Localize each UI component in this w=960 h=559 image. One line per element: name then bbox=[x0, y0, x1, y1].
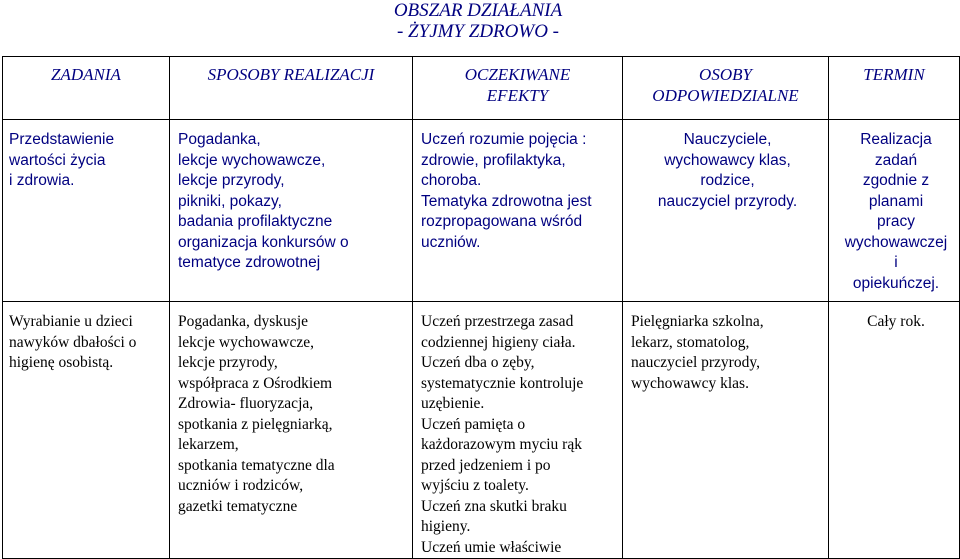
cell-text-line: Realizacja bbox=[860, 131, 932, 148]
cell-text-line: Pogadanka, bbox=[178, 131, 261, 148]
cell-text-line: Uczeń dba o zęby, bbox=[421, 354, 535, 371]
cell-text-line: uzębienie. bbox=[421, 395, 485, 412]
cell-text-line: rodzice, bbox=[700, 172, 755, 189]
cell-sposoby bbox=[170, 302, 413, 559]
cell-text-line: pikniki, pokazy, bbox=[178, 192, 282, 210]
cell-text-line: każdorazowym myciu rąk bbox=[421, 436, 582, 453]
cell-text-line: zgodnie z bbox=[862, 172, 930, 189]
cell-zadania bbox=[3, 302, 170, 559]
cell-text-line: gazetki tematyczne bbox=[178, 497, 298, 515]
cell-text-line: zadań bbox=[874, 151, 918, 169]
cell-osoby bbox=[623, 120, 829, 302]
cell-text-line: i zdrowia. bbox=[9, 172, 75, 189]
cell-text-line: spotkania tematyczne dla bbox=[178, 456, 335, 474]
cell-text-line: organizacja konkursów o bbox=[178, 233, 349, 251]
cell-text-line: systematycznie kontroluje bbox=[421, 374, 584, 392]
cell-text-line: Wyrabianie u dzieci bbox=[9, 313, 133, 330]
cell-efekty bbox=[413, 120, 623, 302]
cell-text-line: lekarzem, bbox=[178, 436, 239, 453]
cell-text-line: badania profilaktyczne bbox=[178, 213, 333, 230]
table-row bbox=[3, 120, 960, 302]
cell-sposoby bbox=[170, 120, 413, 302]
cell-text-line: wartości życia bbox=[9, 151, 106, 169]
cell-text-line: Uczeń rozumie pojęcia : bbox=[421, 131, 587, 148]
cell-text-line: zdrowie, profilaktyka, bbox=[421, 151, 566, 169]
page-title: OBSZAR DZIAŁANIA bbox=[393, 0, 563, 21]
cell-text-line: codziennej higieny ciała. bbox=[421, 333, 576, 351]
cell-text-line: Uczeń pamięta o bbox=[421, 415, 526, 433]
cell-text-line: Zdrowia- fluoryzacja, bbox=[178, 395, 314, 412]
cell-text-line: lekcje wychowawcze, bbox=[178, 151, 326, 169]
page-subtitle: - ŻYJMY ZDROWO - bbox=[396, 21, 560, 42]
table-header-row bbox=[3, 57, 960, 120]
cell-text-line: wyjściu z toalety. bbox=[421, 477, 529, 494]
cell-text-line: wychowawcy klas. bbox=[631, 374, 749, 392]
cell-text-line: nawyków dbałości o bbox=[9, 333, 137, 351]
cell-text-line: lekarz, stomatolog, bbox=[631, 333, 750, 351]
cell-text-line: Cały rok. bbox=[867, 313, 925, 330]
cell-termin bbox=[829, 302, 960, 559]
header-oczekiwane-efekty: OCZEKIWANE EFEKTY bbox=[413, 57, 623, 120]
plan-table bbox=[2, 56, 960, 559]
cell-text-line: tematyce zdrowotnej bbox=[178, 254, 321, 271]
cell-text-line: spotkania z pielęgniarką, bbox=[178, 415, 333, 433]
cell-osoby bbox=[623, 302, 829, 559]
cell-text-line: Pielęgniarka szkolna, bbox=[631, 313, 764, 330]
header-zadania: ZADANIA bbox=[3, 57, 170, 120]
cell-text-line: Uczeń zna skutki braku bbox=[421, 497, 567, 515]
cell-text-line: nauczyciel przyrody, bbox=[631, 354, 760, 371]
cell-text-line: pracy bbox=[877, 213, 915, 230]
cell-text-line: współpraca z Ośrodkiem bbox=[178, 374, 333, 392]
header-termin: TERMIN bbox=[829, 57, 960, 120]
cell-text-line: lekcje przyrody, bbox=[178, 354, 278, 371]
cell-text-line: higienę osobistą. bbox=[9, 354, 114, 371]
cell-text-line: uczniów. bbox=[421, 233, 481, 251]
cell-text-line: lekcje przyrody, bbox=[178, 172, 285, 189]
cell-text-line: i bbox=[894, 254, 898, 271]
cell-text-line: Nauczyciele, bbox=[683, 131, 772, 148]
table-row bbox=[3, 302, 960, 559]
cell-text-line: rozpropagowana wśród bbox=[421, 213, 583, 230]
cell-text-line: wychowawcy klas, bbox=[664, 151, 791, 169]
header-sposoby-realizacji: SPOSOBY REALIZACJI bbox=[170, 57, 413, 120]
cell-text-line: nauczyciel przyrody. bbox=[657, 192, 798, 210]
cell-text-line: Uczeń umie właściwie bbox=[421, 538, 562, 556]
cell-text-line: Pogadanka, dyskusje bbox=[178, 313, 309, 330]
cell-efekty bbox=[413, 302, 623, 559]
cell-text-line: opiekuńczej. bbox=[852, 274, 940, 292]
cell-text-line: przed jedzeniem i po bbox=[421, 456, 551, 474]
cell-text-line: uczniów i rodziców, bbox=[178, 477, 304, 494]
cell-text-line: Tematyka zdrowotna jest bbox=[421, 192, 592, 210]
cell-text-line: choroba. bbox=[421, 172, 482, 189]
cell-text-line: Uczeń przestrzega zasad bbox=[421, 313, 574, 330]
cell-text-line: planami bbox=[868, 192, 924, 210]
cell-text-line: higieny. bbox=[421, 518, 471, 535]
cell-zadania bbox=[3, 120, 170, 302]
header-osoby-odpowiedzialne: OSOBY ODPOWIEDZIALNE bbox=[623, 57, 829, 120]
cell-text-line: Przedstawienie bbox=[9, 131, 115, 148]
cell-text-line: wychowawczej bbox=[844, 233, 948, 251]
cell-text-line: lekcje wychowawcze, bbox=[178, 333, 314, 351]
cell-termin bbox=[829, 120, 960, 302]
